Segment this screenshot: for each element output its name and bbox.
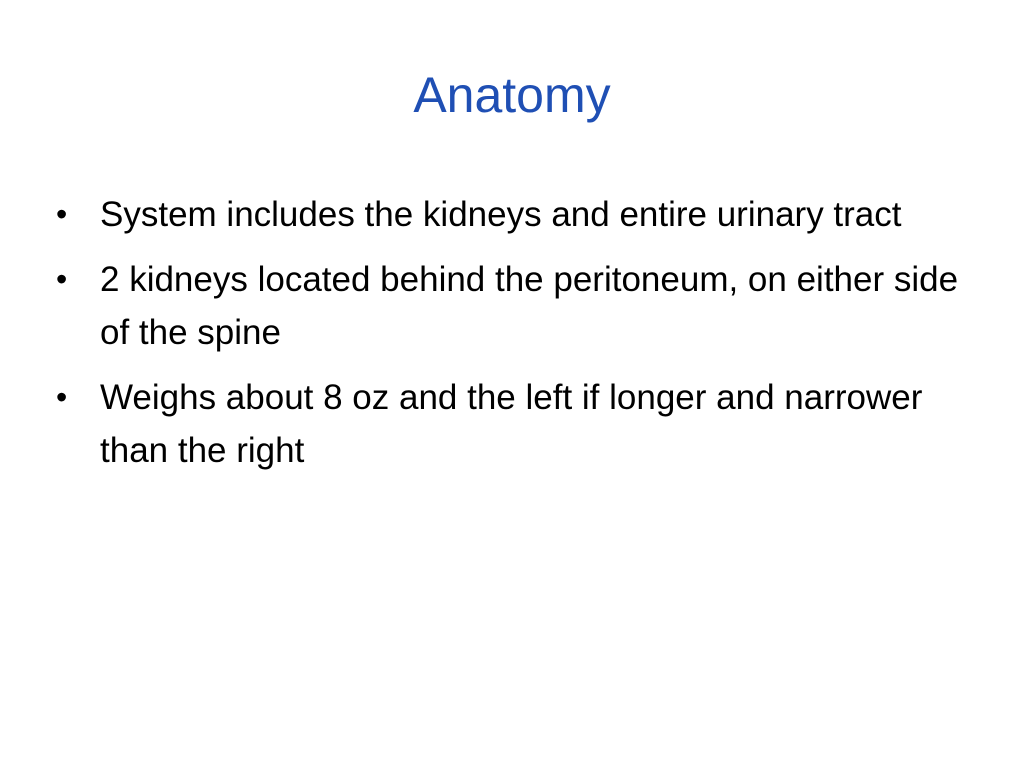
bullet-text: System includes the kidneys and entire urinary tract bbox=[100, 195, 902, 234]
bullet-item bbox=[56, 371, 976, 477]
bullet-text: Weighs about 8 oz and the left if longer and narrower than the right bbox=[100, 378, 923, 470]
bullet-icon: • bbox=[56, 261, 68, 297]
bullet-icon: • bbox=[56, 379, 68, 415]
bullet-text: 2 kidneys located behind the peritoneum, on either side of the spine bbox=[100, 260, 959, 352]
bullet-item bbox=[56, 253, 976, 359]
bullet-item bbox=[56, 188, 976, 241]
bullet-list bbox=[56, 188, 976, 489]
slide-title: Anatomy bbox=[413, 67, 611, 123]
bullet-icon: • bbox=[56, 196, 68, 232]
